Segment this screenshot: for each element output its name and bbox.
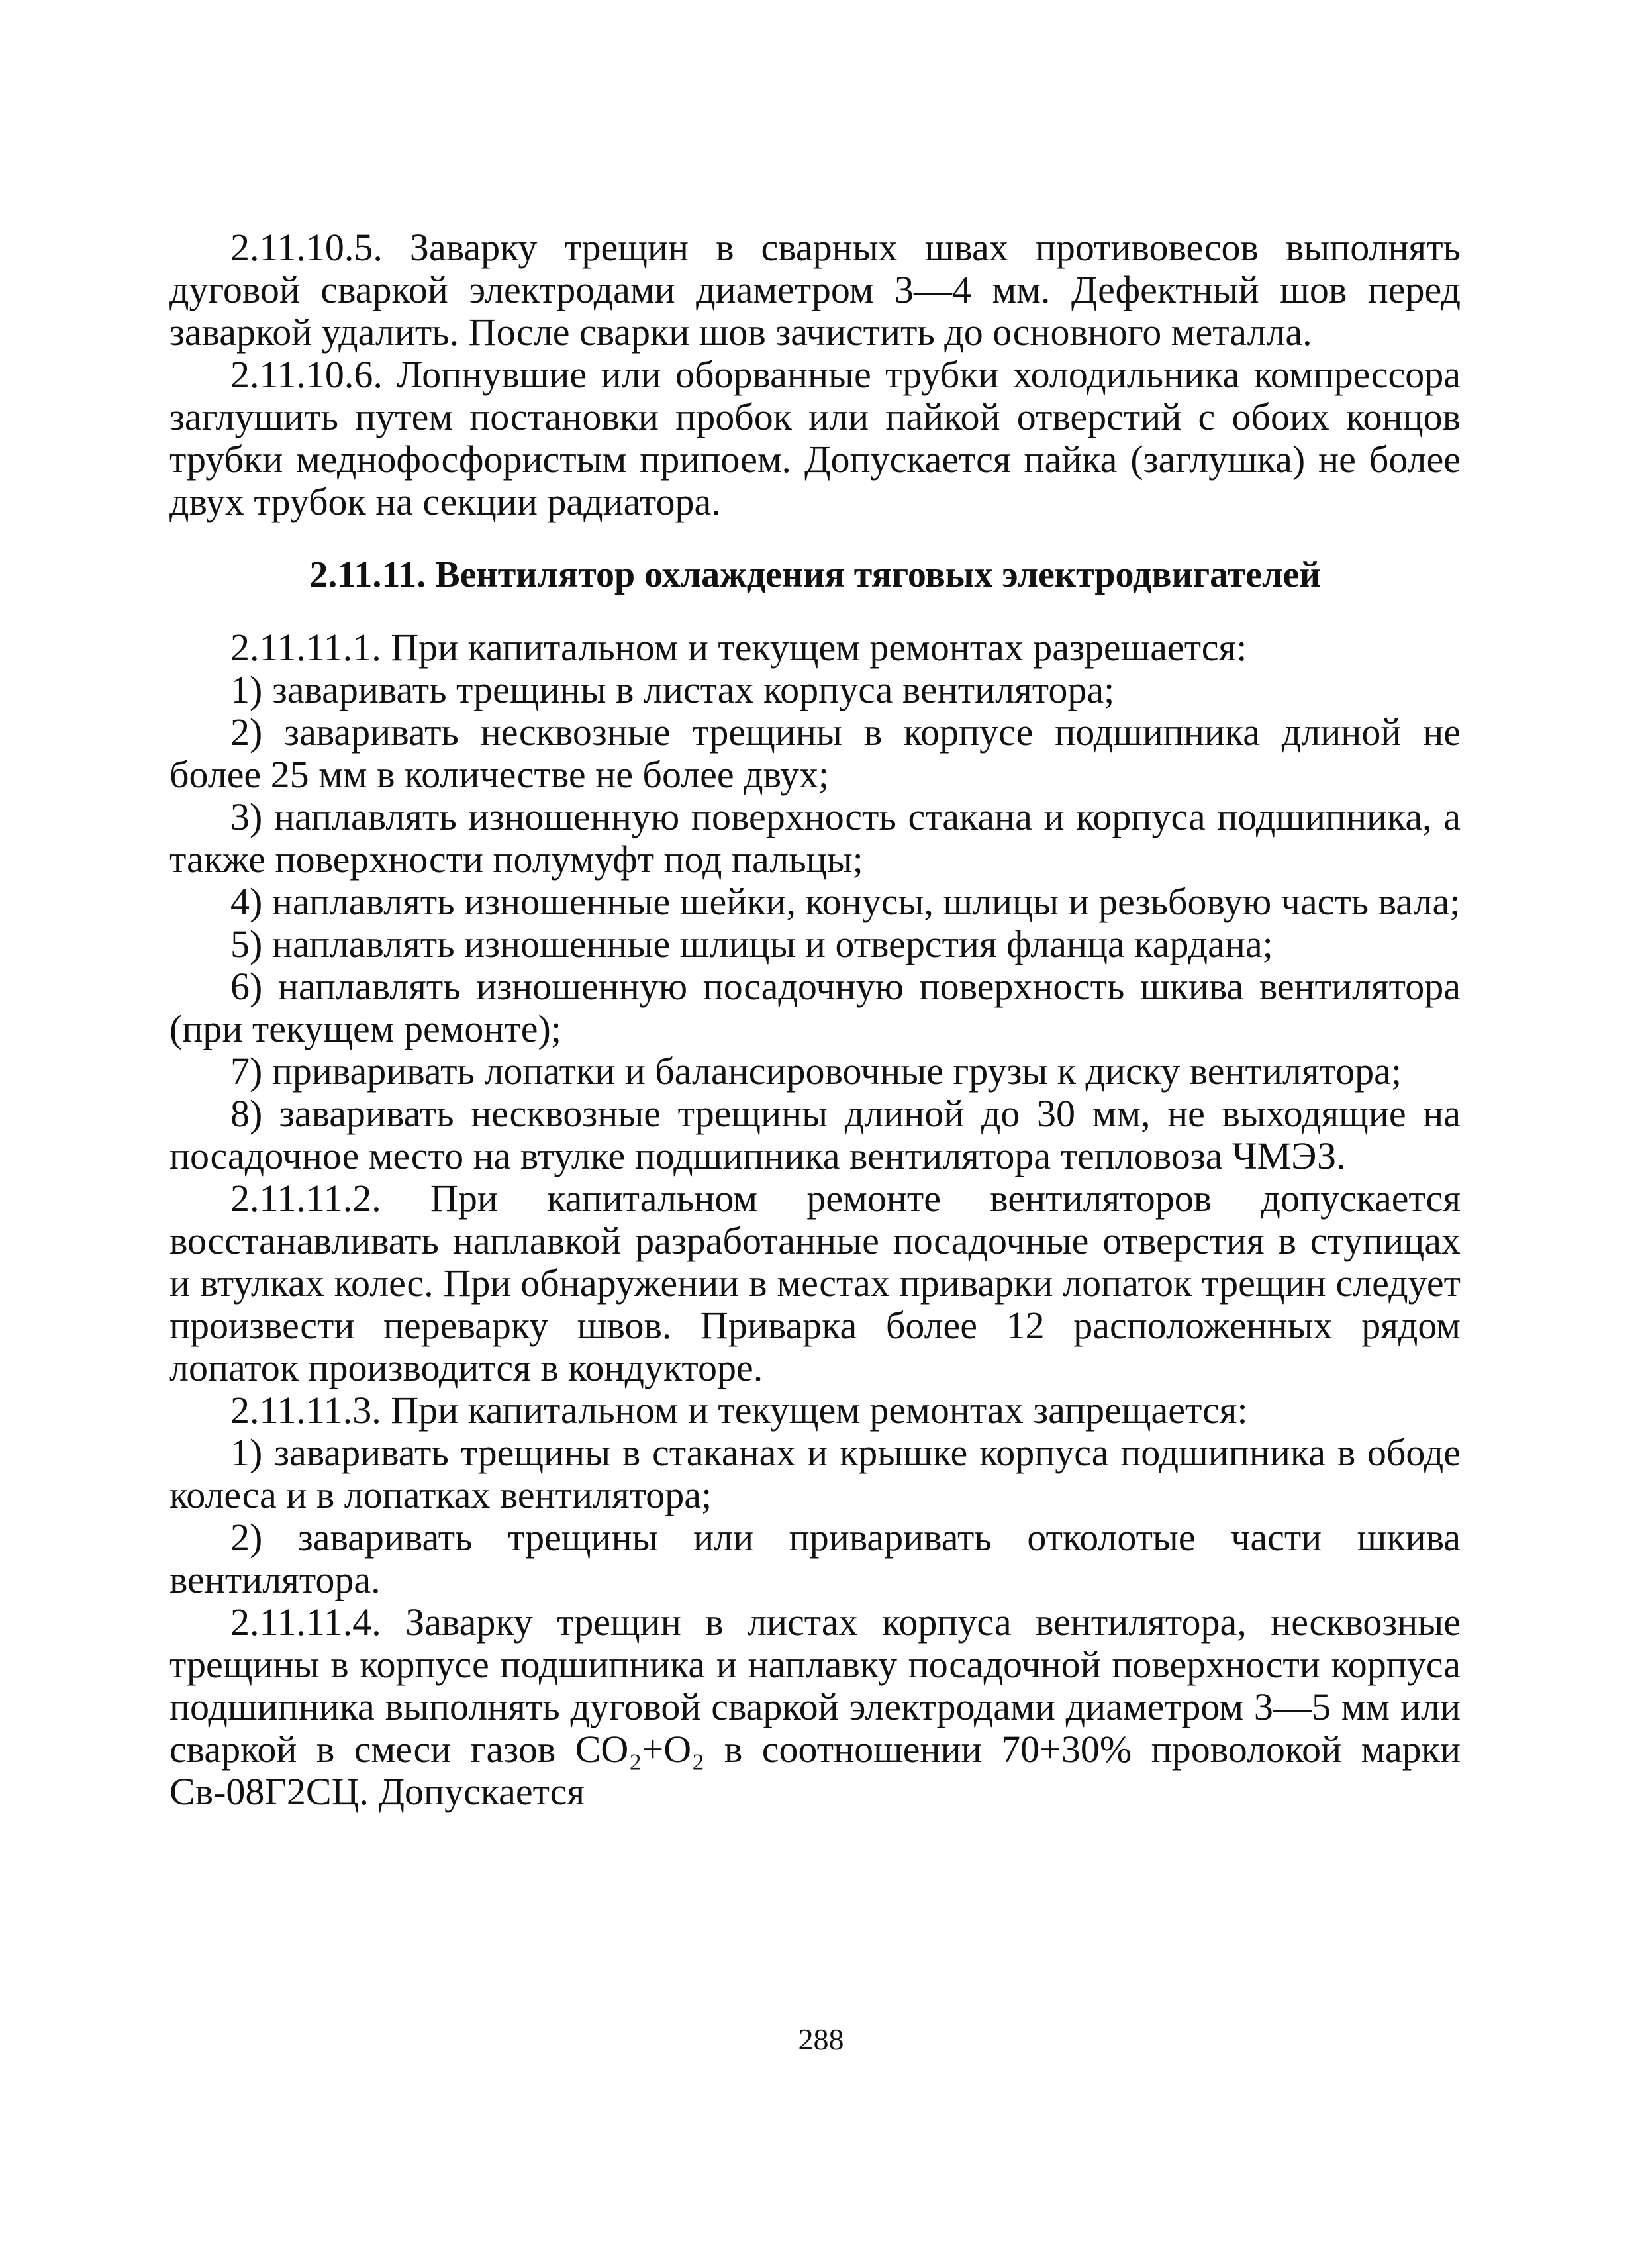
list-item-allowed-7: 7) приваривать лопатки и балансировочные грузы к диску вентилятора; xyxy=(230,1050,1402,1093)
paragraph-2-11-11-4: 2.11.11.4. Заварку трещин в листах корпуса вентилятора, несквозные трещины в корпусе подшипника и наплавку посадочной поверхности корпуса подшипника выполнять дуговой сваркой электродами диаметром 3—5 мм или сваркой в смеси газов CO₂+O₂ в соотношении 70+30% проволокой марки Св-08Г2СЦ. Допускается xyxy=(169,1601,1461,1813)
document-page xyxy=(169,226,1461,1813)
page-number: 288 xyxy=(798,2022,844,2056)
list-item-allowed-5: 5) наплавлять изношенные шлицы и отверстия фланца кардана; xyxy=(230,922,1273,965)
list-item-allowed-4: 4) наплавлять изношенные шейки, конусы, шлицы и резьбовую часть вала; xyxy=(230,880,1461,923)
paragraph-2-11-11-1: 2.11.11.1. При капитальном и текущем ремонтах разрешается: xyxy=(230,626,1247,669)
list-item-allowed-8: 8) заваривать несквозные трещины длиной до 30 мм, не выходящие на посадочное место на втулке подшипника вентилятора тепловоза ЧМЭЗ. xyxy=(169,1092,1461,1177)
paragraph-2-11-11-3: 2.11.11.3. При капитальном и текущем ремонтах запрещается: xyxy=(230,1389,1248,1432)
list-item-allowed-2: 2) заваривать несквозные трещины в корпусе подшипника длиной не более 25 мм в количестве не более двух; xyxy=(169,711,1461,796)
list-item-allowed-1: 1) заваривать трещины в листах корпуса вентилятора; xyxy=(230,668,1115,711)
list-item-prohibited-1: 1) заваривать трещины в стаканах и крышке корпуса подшипника в ободе колеса и в лопатках вентилятора; xyxy=(169,1431,1461,1516)
paragraph-2-11-10-5: 2.11.10.5. Заварку трещин в сварных швах противовесов выполнять дуговой сваркой электродами диаметром 3—4 мм. Дефектный шов перед заваркой удалить. После сварки шов зачистить до основного металла. xyxy=(169,226,1461,354)
section-heading: 2.11.11. Вентилятор охлаждения тяговых электродвигателей xyxy=(309,554,1321,595)
list-item-allowed-6: 6) наплавлять изношенную посадочную поверхность шкива вентилятора (при текущем ремонте); xyxy=(169,965,1461,1050)
list-item-allowed-3: 3) наплавлять изношенную поверхность стакана и корпуса подшипника, а также поверхности полумуфт под пальцы; xyxy=(169,795,1461,881)
list-item-prohibited-2: 2) заваривать трещины или приваривать отколотые части шкива вентилятора. xyxy=(169,1516,1461,1601)
paragraph-2-11-10-6: 2.11.10.6. Лопнувшие или оборванные трубки холодильника компрессора заглушить путем постановки пробок или пайкой отверстий с обоих концов трубки меднофосфористым припоем. Допускается пайка (заглушка) не более двух трубок на секции радиатора. xyxy=(169,353,1461,523)
paragraph-2-11-11-2: 2.11.11.2. При капитальном ремонте вентиляторов допускается восстанавливать наплавкой разработанные посадочные отверстия в ступицах и втулках колес. При обнаружении в местах приварки лопаток трещин следует произвести переварку швов. Приварка более 12 расположенных рядом лопаток производится в кондукторе. xyxy=(169,1177,1461,1389)
